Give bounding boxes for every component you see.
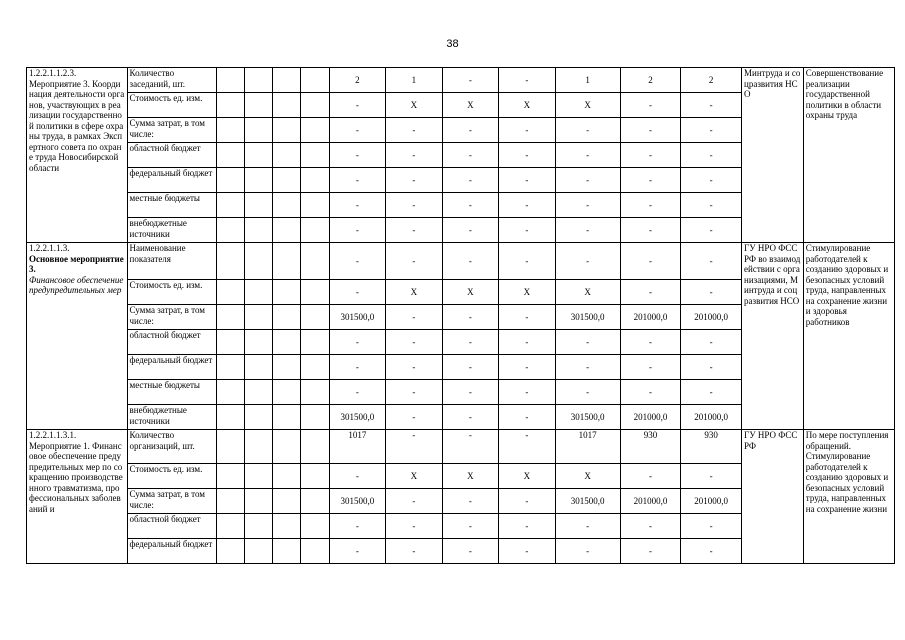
value-cell: - (329, 539, 386, 564)
executor-cell: ГУ НРО ФСС РФ во взаимодействии с организациями, Минтруда и соцразвития НСО (742, 243, 804, 430)
value-cell: 2 (620, 68, 681, 93)
value-cell: X (555, 464, 620, 489)
empty-cell (301, 539, 329, 564)
empty-cell (273, 405, 301, 430)
value-cell: - (499, 355, 556, 380)
empty-cell (273, 193, 301, 218)
value-cell: - (442, 405, 499, 430)
value-cell: - (681, 464, 742, 489)
main-measure-1-2-2-1-1-3-description (27, 243, 128, 430)
value-cell: - (681, 280, 742, 305)
value-cell: 301500,0 (329, 489, 386, 514)
indicator-name: федеральный бюджет (127, 168, 216, 193)
empty-cell (216, 168, 244, 193)
value-cell: - (681, 330, 742, 355)
empty-cell (244, 489, 272, 514)
empty-cell (244, 430, 272, 464)
value-cell: - (442, 68, 499, 93)
value-cell: - (386, 168, 443, 193)
empty-cell (244, 539, 272, 564)
value-cell: - (442, 243, 499, 280)
empty-cell (216, 539, 244, 564)
empty-cell (244, 305, 272, 330)
indicator-name: Стоимость ед. изм. (127, 280, 216, 305)
value-cell: - (386, 143, 443, 168)
value-cell: - (620, 218, 681, 243)
empty-cell (273, 168, 301, 193)
value-cell: - (329, 93, 386, 118)
value-cell: 2 (681, 68, 742, 93)
value-cell: - (555, 218, 620, 243)
program-measures-table (26, 67, 895, 564)
empty-cell (244, 464, 272, 489)
value-cell: - (386, 218, 443, 243)
value-cell: - (620, 380, 681, 405)
value-cell: X (386, 464, 443, 489)
value-cell: - (442, 305, 499, 330)
empty-cell (216, 464, 244, 489)
executor-cell: ГУ НРО ФСС РФ (742, 430, 804, 564)
value-cell: - (499, 218, 556, 243)
value-cell: 201000,0 (681, 405, 742, 430)
value-cell: - (555, 193, 620, 218)
value-cell: - (681, 355, 742, 380)
empty-cell (244, 168, 272, 193)
value-cell: - (386, 430, 443, 464)
value-cell: - (386, 514, 443, 539)
empty-cell (273, 539, 301, 564)
value-cell: - (555, 143, 620, 168)
value-cell: - (386, 405, 443, 430)
empty-cell (244, 280, 272, 305)
indicator-name: внебюджетные источники (127, 218, 216, 243)
value-cell: - (555, 243, 620, 280)
value-cell: - (499, 489, 556, 514)
indicator-name: Количество заседаний, шт. (127, 68, 216, 93)
value-cell: - (555, 168, 620, 193)
value-cell: - (499, 539, 556, 564)
empty-cell (244, 355, 272, 380)
value-cell: 301500,0 (329, 405, 386, 430)
empty-cell (216, 330, 244, 355)
value-cell: - (499, 430, 556, 464)
indicator-name: федеральный бюджет (127, 355, 216, 380)
value-cell: - (620, 143, 681, 168)
empty-cell (216, 143, 244, 168)
empty-cell (216, 68, 244, 93)
value-cell: X (442, 464, 499, 489)
indicator-name: Сумма затрат, в том числе: (127, 489, 216, 514)
empty-cell (244, 405, 272, 430)
value-cell: - (442, 330, 499, 355)
empty-cell (301, 118, 329, 143)
value-cell: - (329, 168, 386, 193)
value-cell: - (681, 218, 742, 243)
value-cell: - (499, 168, 556, 193)
value-cell: 1017 (555, 430, 620, 464)
value-cell: - (442, 355, 499, 380)
empty-cell (301, 280, 329, 305)
value-cell: 301500,0 (555, 305, 620, 330)
value-cell: - (329, 380, 386, 405)
value-cell: - (555, 514, 620, 539)
value-cell: - (681, 193, 742, 218)
value-cell: - (681, 93, 742, 118)
value-cell: - (442, 489, 499, 514)
value-cell: - (442, 539, 499, 564)
empty-cell (301, 355, 329, 380)
value-cell: - (620, 243, 681, 280)
value-cell: - (555, 380, 620, 405)
empty-cell (301, 143, 329, 168)
value-cell: - (499, 330, 556, 355)
empty-cell (273, 68, 301, 93)
value-cell: - (681, 168, 742, 193)
value-cell: - (681, 118, 742, 143)
value-cell: - (386, 380, 443, 405)
value-cell: 201000,0 (620, 405, 681, 430)
empty-cell (301, 464, 329, 489)
empty-cell (216, 280, 244, 305)
empty-cell (216, 118, 244, 143)
value-cell: - (620, 464, 681, 489)
empty-cell (244, 193, 272, 218)
value-cell: - (499, 68, 556, 93)
value-cell: 201000,0 (681, 489, 742, 514)
indicator-name: местные бюджеты (127, 193, 216, 218)
empty-cell (244, 380, 272, 405)
empty-cell (273, 218, 301, 243)
value-cell: 930 (620, 430, 681, 464)
value-cell: - (442, 193, 499, 218)
indicator-name: Наименование показателя (127, 243, 216, 280)
empty-cell (301, 430, 329, 464)
value-cell: X (555, 280, 620, 305)
value-cell: - (329, 514, 386, 539)
indicator-name: Стоимость ед. изм. (127, 464, 216, 489)
value-cell: - (386, 330, 443, 355)
value-cell: - (442, 430, 499, 464)
value-cell: - (442, 118, 499, 143)
indicator-name: Количество организаций, шт. (127, 430, 216, 464)
empty-cell (216, 489, 244, 514)
table-row (27, 430, 895, 464)
value-cell: - (620, 539, 681, 564)
value-cell: - (442, 380, 499, 405)
value-cell: - (499, 514, 556, 539)
value-cell: X (499, 464, 556, 489)
empty-cell (216, 514, 244, 539)
empty-cell (273, 514, 301, 539)
value-cell: - (620, 193, 681, 218)
value-cell: - (386, 489, 443, 514)
measure-text: Мероприятие 1. Финансовое обеспечение предупредительных мер по сокращению производственного травматизма, профессиональных заболеваний и (29, 440, 123, 514)
empty-cell (216, 93, 244, 118)
empty-cell (301, 243, 329, 280)
indicator-name: местные бюджеты (127, 380, 216, 405)
value-cell: - (386, 118, 443, 143)
expected-result-cell: Совершенствование реализации государственной политики в области охраны труда (803, 68, 894, 243)
empty-cell (301, 330, 329, 355)
value-cell: - (681, 380, 742, 405)
value-cell: - (499, 305, 556, 330)
empty-cell (301, 68, 329, 93)
value-cell: - (555, 330, 620, 355)
value-cell: - (620, 118, 681, 143)
value-cell: - (555, 118, 620, 143)
value-cell: - (620, 280, 681, 305)
value-cell: 1 (555, 68, 620, 93)
value-cell: 201000,0 (681, 305, 742, 330)
empty-cell (273, 93, 301, 118)
empty-cell (244, 330, 272, 355)
empty-cell (301, 93, 329, 118)
value-cell: - (681, 143, 742, 168)
empty-cell (216, 380, 244, 405)
indicator-name: Сумма затрат, в том числе: (127, 118, 216, 143)
empty-cell (216, 218, 244, 243)
empty-cell (301, 380, 329, 405)
empty-cell (244, 93, 272, 118)
value-cell: - (620, 514, 681, 539)
measure-code: 1.2.2.1.1.2.3. (29, 68, 77, 78)
value-cell: 930 (681, 430, 742, 464)
empty-cell (273, 118, 301, 143)
table-row (27, 243, 895, 280)
value-cell: - (329, 464, 386, 489)
value-cell: - (555, 355, 620, 380)
value-cell: - (555, 539, 620, 564)
value-cell: X (386, 93, 443, 118)
value-cell: - (499, 243, 556, 280)
value-cell: X (555, 93, 620, 118)
empty-cell (244, 118, 272, 143)
value-cell: - (329, 193, 386, 218)
value-cell: - (499, 118, 556, 143)
value-cell: X (442, 93, 499, 118)
indicator-name: областной бюджет (127, 514, 216, 539)
expected-result-cell: Стимулирование работодателей к созданию здоровых и безопасных условий труда, направленных на сохранение жизни и здоровья работников (803, 243, 894, 430)
value-cell: 301500,0 (555, 405, 620, 430)
value-cell: - (681, 539, 742, 564)
value-cell: - (499, 380, 556, 405)
indicator-name: областной бюджет (127, 330, 216, 355)
indicator-name: федеральный бюджет (127, 539, 216, 564)
value-cell: - (620, 330, 681, 355)
value-cell: 1 (386, 68, 443, 93)
value-cell: 1017 (329, 430, 386, 464)
value-cell: - (386, 243, 443, 280)
empty-cell (273, 330, 301, 355)
indicator-name: Стоимость ед. изм. (127, 93, 216, 118)
empty-cell (244, 218, 272, 243)
value-cell: - (386, 539, 443, 564)
indicator-name: Сумма затрат, в том числе: (127, 305, 216, 330)
empty-cell (273, 464, 301, 489)
empty-cell (244, 143, 272, 168)
empty-cell (273, 489, 301, 514)
empty-cell (301, 489, 329, 514)
value-cell: X (499, 93, 556, 118)
indicator-name: областной бюджет (127, 143, 216, 168)
value-cell: X (442, 280, 499, 305)
value-cell: - (386, 305, 443, 330)
empty-cell (301, 305, 329, 330)
empty-cell (273, 430, 301, 464)
value-cell: - (681, 243, 742, 280)
empty-cell (301, 405, 329, 430)
page-number: 38 (446, 38, 459, 50)
empty-cell (301, 514, 329, 539)
table-body (27, 68, 895, 564)
empty-cell (216, 355, 244, 380)
empty-cell (301, 193, 329, 218)
value-cell: 2 (329, 68, 386, 93)
value-cell: - (499, 405, 556, 430)
empty-cell (273, 305, 301, 330)
empty-cell (216, 405, 244, 430)
empty-cell (273, 243, 301, 280)
empty-cell (216, 193, 244, 218)
value-cell: X (499, 280, 556, 305)
value-cell: - (386, 193, 443, 218)
value-cell: - (499, 193, 556, 218)
expected-result-cell: По мере поступления обращений. Стимулирование работодателей к созданию здоровых и безопасных условий труда, направленных на сохранение жизни (803, 430, 894, 564)
measure-code: 1.2.2.1.1.3.1. (29, 430, 77, 440)
value-cell: - (329, 143, 386, 168)
value-cell: X (386, 280, 443, 305)
value-cell: - (681, 514, 742, 539)
empty-cell (244, 68, 272, 93)
value-cell: - (499, 143, 556, 168)
empty-cell (301, 168, 329, 193)
measure-text: Мероприятие 3. Координация деятельности органов, участвующих в реализации государственной политики в сфере охраны труда, в рамках Экспертного совета по охране труда Новосибирской области (29, 78, 125, 173)
value-cell: - (386, 355, 443, 380)
value-cell: 301500,0 (329, 305, 386, 330)
executor-cell: Минтруда и соцразвития НСО (742, 68, 804, 243)
value-cell: - (620, 168, 681, 193)
value-cell: 201000,0 (620, 305, 681, 330)
value-cell: 301500,0 (555, 489, 620, 514)
empty-cell (273, 143, 301, 168)
table-row (27, 68, 895, 93)
empty-cell (216, 243, 244, 280)
value-cell: - (329, 118, 386, 143)
value-cell: - (442, 143, 499, 168)
measure-1-2-2-1-1-2-3-description (27, 68, 128, 243)
empty-cell (273, 355, 301, 380)
indicator-name: внебюджетные источники (127, 405, 216, 430)
value-cell: - (442, 514, 499, 539)
value-cell: - (329, 355, 386, 380)
empty-cell (216, 430, 244, 464)
value-cell: - (329, 280, 386, 305)
empty-cell (273, 280, 301, 305)
empty-cell (244, 514, 272, 539)
measure-text: Финансовое обеспечение предупредительных мер (29, 274, 124, 295)
measure-code: 1.2.2.1.1.3. (29, 243, 70, 253)
value-cell: - (329, 330, 386, 355)
value-cell: - (620, 355, 681, 380)
value-cell: - (620, 93, 681, 118)
measure-1-2-2-1-1-3-1-description (27, 430, 128, 564)
empty-cell (216, 305, 244, 330)
value-cell: - (329, 243, 386, 280)
value-cell: - (329, 218, 386, 243)
empty-cell (244, 243, 272, 280)
empty-cell (273, 380, 301, 405)
measure-title: Основное мероприятие 3. (29, 253, 124, 274)
value-cell: - (442, 218, 499, 243)
empty-cell (301, 218, 329, 243)
value-cell: - (442, 168, 499, 193)
value-cell: 201000,0 (620, 489, 681, 514)
